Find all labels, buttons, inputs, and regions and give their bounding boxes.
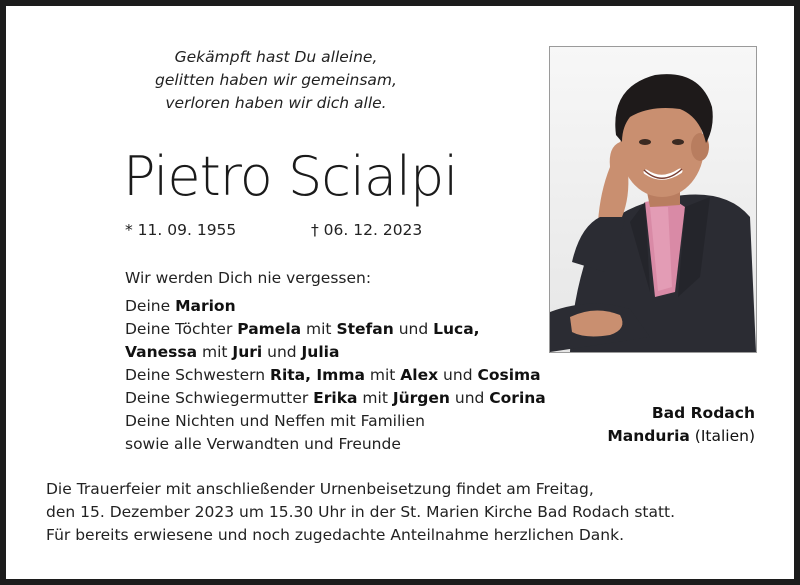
mourner-name: Juri — [232, 343, 263, 361]
mourner-line — [125, 410, 546, 433]
mourner-text: Deine Schwestern — [125, 366, 271, 384]
birth-date: * 11. 09. 1955 — [125, 221, 237, 239]
mourners-list — [125, 267, 546, 456]
mourner-line — [125, 387, 546, 410]
mourner-name: Marion — [175, 297, 236, 315]
mourner-name: Stefan — [336, 320, 394, 338]
mourner-name: Jürgen — [392, 389, 450, 407]
mourner-lines — [125, 295, 546, 456]
mourner-name: Erika — [313, 389, 358, 407]
mourner-text: mit — [301, 320, 337, 338]
mourner-name: Corina — [489, 389, 546, 407]
funeral-line: Für bereits erwiesene und noch zugedachte Anteilnahme herzlichen Dank. — [46, 526, 625, 544]
place-second — [607, 425, 755, 448]
mourner-line — [125, 318, 546, 341]
mourners-intro: Wir werden Dich nie vergessen: — [125, 269, 372, 287]
verse-line: gelitten haben wir gemeinsam, — [155, 71, 397, 89]
mourner-text: und — [393, 320, 434, 338]
funeral-line: den 15. Dezember 2023 um 15.30 Uhr in der St. Marien Kirche Bad Rodach statt. — [46, 503, 676, 521]
mourner-line — [125, 295, 546, 318]
mourner-name: Rita, Imma — [270, 366, 365, 384]
mourner-name: Cosima — [477, 366, 541, 384]
place-second-city: Manduria — [607, 427, 690, 445]
mourner-line — [125, 364, 546, 387]
mourner-name: Alex — [400, 366, 439, 384]
mourner-text: und — [449, 389, 490, 407]
memorial-verse — [126, 46, 426, 115]
place-second-country: (Italien) — [689, 427, 755, 445]
mourner-name: Pamela — [237, 320, 302, 338]
death-date: † 06. 12. 2023 — [311, 221, 423, 239]
mourner-text: und — [438, 366, 478, 384]
mourner-name: Vanessa — [125, 343, 198, 361]
mourner-line — [125, 433, 546, 456]
funeral-line: Die Trauerfeier mit anschließender Urnenbeisetzung findet am Freitag, — [46, 480, 594, 498]
mourner-text: Deine Nichten und Neffen mit Familien — [125, 412, 425, 430]
mourner-text: Deine — [125, 297, 176, 315]
portrait-illustration — [550, 47, 756, 352]
mourner-name: Julia — [301, 343, 340, 361]
mourner-text: mit — [197, 343, 233, 361]
places — [607, 402, 755, 448]
funeral-notice — [46, 478, 675, 547]
portrait-photo — [549, 46, 757, 353]
mourner-text: Deine Töchter — [125, 320, 238, 338]
place-first: Bad Rodach — [651, 404, 755, 422]
verse-line: verloren haben wir dich alle. — [165, 94, 387, 112]
mourner-text: und — [262, 343, 302, 361]
mourner-text: mit — [357, 389, 393, 407]
mourner-name: Luca, — [433, 320, 480, 338]
verse-line: Gekämpft hast Du alleine, — [174, 48, 378, 66]
mourner-line — [125, 341, 546, 364]
mourner-text: mit — [364, 366, 401, 384]
deceased-name: Pietro Scialpi — [123, 145, 458, 208]
mourner-text: Deine Schwiegermutter — [125, 389, 314, 407]
mourner-text: sowie alle Verwandten und Freunde — [125, 435, 401, 453]
